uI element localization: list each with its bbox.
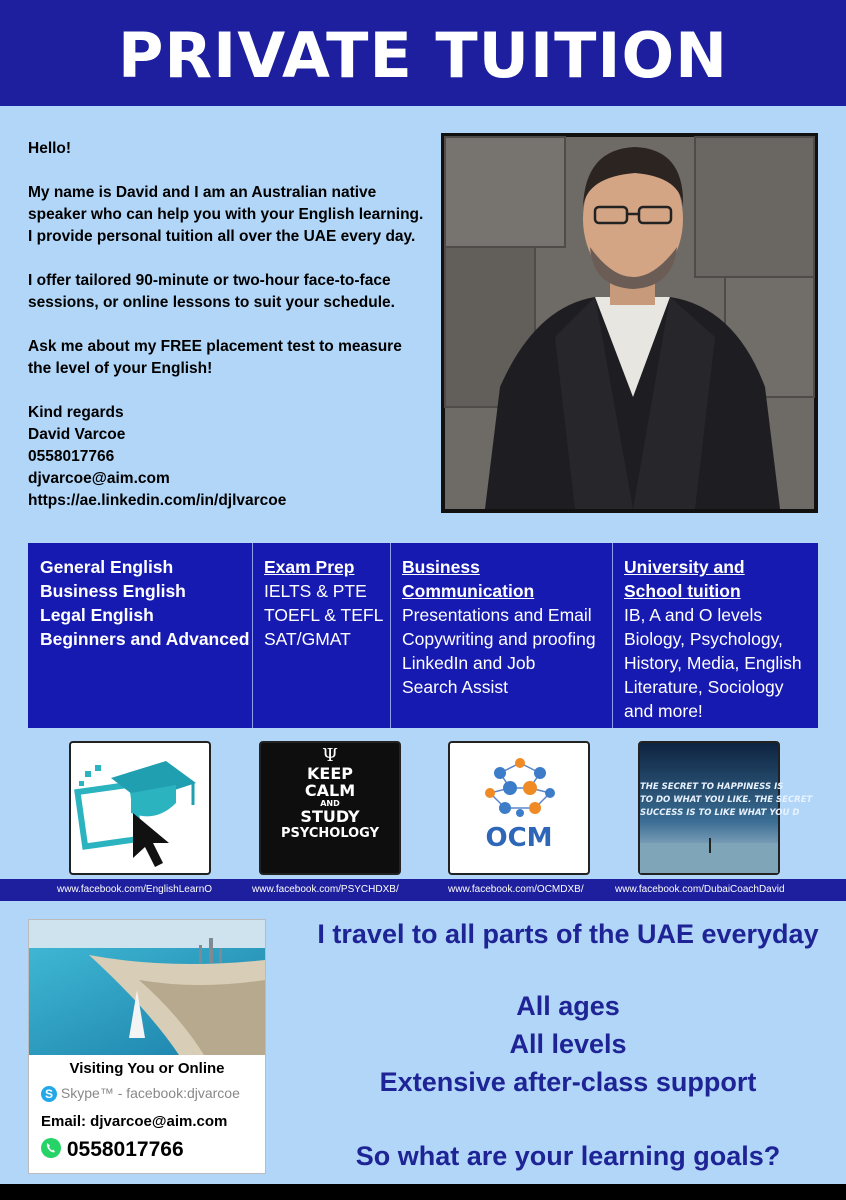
contact-card: [28, 919, 266, 1174]
service-item: SAT/GMAT: [264, 629, 351, 649]
greeting: Hello!: [28, 140, 72, 157]
services-col-university: [624, 555, 814, 740]
whatsapp-icon: [41, 1138, 61, 1158]
service-item: LinkedIn and Job: [402, 653, 536, 673]
quote-text: THE SECRET TO HAPPINESS IS TO DO WHAT YOU LIKE. THE SECRET SUCCESS IS TO LIKE WHAT YOU D: [640, 782, 813, 818]
dubai-coast-image: [29, 920, 265, 1055]
service-item: Copywriting and proofing: [402, 629, 596, 649]
all-ages: All ages: [516, 991, 620, 1021]
visiting-caption: Visiting You or Online: [69, 1060, 225, 1077]
service-item: IB, A and O levels: [624, 605, 763, 625]
services-col-exam: [264, 555, 390, 740]
service-item: TOEFL & TEFL: [264, 605, 384, 625]
service-item: History, Media, English: [624, 653, 802, 673]
divider: [612, 543, 613, 728]
facebook-link-englishlearn[interactable]: www.facebook.com/EnglishLearnO: [57, 884, 213, 895]
intro-paragraph-2: I offer tailored 90-minute or two-hour face-to-face sessions, or online lessons to suit your schedule.: [28, 272, 395, 311]
facebook-links-bar: [0, 879, 846, 901]
signoff: Kind regards: [28, 404, 124, 421]
skype-icon: S: [41, 1086, 57, 1102]
learning-goals-question: So what are your learning goals?: [355, 1141, 781, 1171]
ocm-label: OCM: [485, 823, 553, 853]
facebook-link-psychdxb[interactable]: www.facebook.com/PSYCHDXB/: [252, 884, 399, 895]
service-item: Biology, Psychology,: [624, 629, 783, 649]
university-heading-line2: School tuition: [624, 581, 741, 601]
signature-block: [28, 402, 428, 512]
graduation-cap-icon: [71, 743, 209, 873]
travel-statement: I travel to all parts of the UAE everyday: [317, 919, 819, 949]
cursor-icon: [133, 813, 169, 867]
service-item: General English: [40, 557, 174, 577]
skype-line[interactable]: [41, 1085, 261, 1102]
services-panel: [28, 543, 818, 728]
network-globe-icon: [450, 743, 588, 873]
facebook-link-dubaicoachdavid[interactable]: www.facebook.com/DubaiCoachDavid: [615, 884, 785, 895]
card-email[interactable]: Email: djvarcoe@aim.com: [41, 1113, 228, 1130]
tutor-photo: [441, 133, 818, 513]
ocm-logo-tile[interactable]: [448, 741, 590, 875]
linkedin-link[interactable]: https://ae.linkedin.com/in/djlvarcoe: [28, 492, 287, 509]
service-item: Presentations and Email: [402, 605, 592, 625]
facebook-link-ocmdxb[interactable]: www.facebook.com/OCMDXB/: [448, 884, 584, 895]
services-col-general: [40, 555, 250, 740]
service-item: Literature, Sociology: [624, 677, 784, 697]
divider: [390, 543, 391, 728]
intro-text: [28, 138, 428, 512]
service-item: Search Assist: [402, 677, 509, 697]
psychology-tile[interactable]: [259, 741, 401, 875]
service-item: Beginners and Advanced: [40, 629, 250, 649]
signature-name: David Varcoe: [28, 426, 126, 443]
page-title: PRIVATE TUITION: [117, 19, 729, 92]
all-levels: All levels: [509, 1029, 627, 1059]
university-heading-line1: University and: [624, 557, 745, 577]
skype-label: Skype™ - facebook:djvarcoe: [60, 1085, 240, 1101]
business-communication-heading: Business Communication: [402, 557, 535, 601]
whatsapp-number: 0558017766: [66, 1138, 184, 1161]
dubai-coach-tile[interactable]: [638, 741, 813, 875]
service-item: IELTS & PTE: [264, 581, 367, 601]
divider: [252, 543, 253, 728]
footer-bar: [0, 1184, 846, 1200]
signature-email[interactable]: djvarcoe@aim.com: [28, 470, 170, 487]
keep-calm-text: KEEP CALM AND STUDY PSYCHOLOGY: [281, 764, 379, 841]
english-learn-logo-tile[interactable]: [69, 741, 211, 875]
signature-phone[interactable]: 0558017766: [28, 448, 115, 465]
service-item: and more!: [624, 701, 703, 721]
header-banner: [0, 0, 846, 106]
intro-paragraph-1: My name is David and I am an Australian native speaker who can help you with your English learning. I provide personal tuition all over the UAE every day.: [28, 184, 424, 245]
service-item: Business English: [40, 581, 186, 601]
svg-text:Ψ: Ψ: [322, 745, 338, 766]
after-class-support: Extensive after-class support: [379, 1067, 757, 1097]
intro-paragraph-3: Ask me about my FREE placement test to measure the level of your English!: [28, 338, 402, 377]
exam-prep-heading: Exam Prep: [264, 557, 355, 577]
whatsapp-line[interactable]: [41, 1138, 184, 1162]
services-col-business: [402, 555, 612, 740]
service-item: Legal English: [40, 605, 154, 625]
